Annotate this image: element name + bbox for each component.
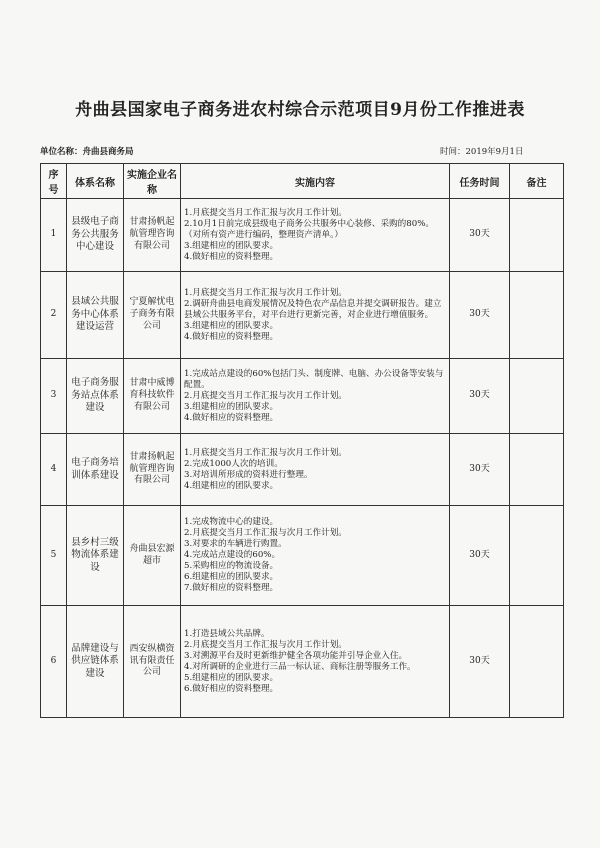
unit-name: 单位名称：舟曲县商务局 xyxy=(40,147,134,157)
system-name: 品牌建设与供应链体系建设 xyxy=(67,606,124,718)
header-company: 实施企业名称 xyxy=(124,164,181,199)
company-name: 西安纵横资讯有限责任公司 xyxy=(124,606,181,718)
row-number: 2 xyxy=(41,272,67,359)
content-item: 5.采购相应的物流设备。 xyxy=(184,561,279,571)
content-item: 1.月底提交当月工作汇报与次月工作计划。 xyxy=(184,287,347,298)
document-date: 时间：2019年9月1日 xyxy=(440,147,524,157)
company-name: 甘肃扬帆起航管理咨询有限公司 xyxy=(124,199,181,272)
company-name: 舟曲县宏源超市 xyxy=(124,506,181,606)
implementation-content xyxy=(181,199,450,272)
company-name: 甘肃中威博育科技软件有限公司 xyxy=(124,359,181,434)
content-item: 6.组建相应的团队要求。 xyxy=(184,572,279,582)
task-duration: 30天 xyxy=(450,606,510,718)
content-item: 1.打造县域公共品牌。 xyxy=(184,628,270,639)
row-number: 5 xyxy=(41,506,67,606)
row-number: 1 xyxy=(41,199,67,272)
content-item: 6.做好相应的资料整理。 xyxy=(184,683,279,694)
task-duration: 30天 xyxy=(450,359,510,434)
table-row xyxy=(41,606,564,718)
document-title: 舟曲县国家电子商务进农村综合示范项目9月份工作推进表 xyxy=(75,100,525,120)
table-header-row xyxy=(41,164,564,199)
content-item: 4.组建相应的团队要求。 xyxy=(184,480,279,491)
task-duration: 30天 xyxy=(450,506,510,606)
implementation-content xyxy=(181,359,450,434)
row-number: 4 xyxy=(41,434,67,506)
content-item: 1.月底提交当月工作汇报与次月工作计划。 xyxy=(184,447,347,458)
content-item: 2.月底提交当月工作汇报与次月工作计划。 xyxy=(184,639,347,650)
system-name: 县乡村三级物流体系建设 xyxy=(67,506,124,606)
company-name: 宁夏解忧电子商务有限公司 xyxy=(124,272,181,359)
row-number: 3 xyxy=(41,359,67,434)
content-item: 2.调研舟曲县电商发展情况及特色农产品信息并提交调研报告。建立县域公共服务平台，对平台进行更新完善，对企业进行增值服务。 xyxy=(184,298,442,320)
task-duration: 30天 xyxy=(450,272,510,359)
remark xyxy=(510,434,564,506)
header-content: 实施内容 xyxy=(181,164,450,199)
content-item: 3.组建相应的团队要求。 xyxy=(184,240,279,251)
content-item: 1.完成物流中心的建设。 xyxy=(184,517,279,527)
content-item: 3.组建相应的团队要求。 xyxy=(184,320,279,331)
content-item: 4.做好相应的资料整理。 xyxy=(184,331,279,342)
content-item: 1.完成站点建设的60%包括门头、制度牌、电脑、办公设备等安装与配置。 xyxy=(184,368,444,390)
content-item: 2.完成1000人次的培训。 xyxy=(184,458,283,469)
table-row xyxy=(41,359,564,434)
system-name: 县级电子商务公共服务中心建设 xyxy=(67,199,124,272)
content-item: 7.做好相应的资料整理。 xyxy=(184,583,279,593)
header-no: 序号 xyxy=(41,164,67,199)
implementation-content xyxy=(181,272,450,359)
table-row xyxy=(41,506,564,606)
company-name: 甘肃扬帆起航管理咨询有限公司 xyxy=(124,434,181,506)
remark xyxy=(510,506,564,606)
implementation-content xyxy=(181,506,450,606)
content-item: 3.组建相应的团队要求。 xyxy=(184,401,279,412)
content-item: 3.对要求的车辆进行购置。 xyxy=(184,539,287,549)
remark xyxy=(510,272,564,359)
content-item: 5.组建相应的团队要求。 xyxy=(184,672,279,683)
remark xyxy=(510,199,564,272)
content-item: 2.月底提交当月工作汇报与次月工作计划。 xyxy=(184,528,347,538)
system-name: 电子商务服务站点体系建设 xyxy=(67,359,124,434)
content-item: 2.10月1日前完成县级电子商务公共服务中心装修、采购的80%。（对所有资产进行编码，整理资产清单。） xyxy=(184,218,434,240)
work-progress-table xyxy=(40,163,564,718)
table-row xyxy=(41,199,564,272)
content-item: 4.做好相应的资料整理。 xyxy=(184,251,279,262)
task-duration: 30天 xyxy=(450,199,510,272)
system-name: 县域公共服务中心体系建设运营 xyxy=(67,272,124,359)
task-duration: 30天 xyxy=(450,434,510,506)
table-row xyxy=(41,434,564,506)
content-item: 4.对所调研的企业进行三品一标认证、商标注册等服务工作。 xyxy=(184,661,416,672)
content-item: 4.完成站点建设的60%。 xyxy=(184,550,281,560)
content-item: 3.对培训所形成的资料进行整理。 xyxy=(184,469,313,480)
table-row xyxy=(41,272,564,359)
header-remark: 备注 xyxy=(510,164,564,199)
remark xyxy=(510,606,564,718)
implementation-content xyxy=(181,606,450,718)
row-number: 6 xyxy=(41,606,67,718)
content-item: 1.月底提交当月工作汇报与次月工作计划。 xyxy=(184,207,347,218)
system-name: 电子商务培训体系建设 xyxy=(67,434,124,506)
header-system: 体系名称 xyxy=(67,164,124,199)
implementation-content xyxy=(181,434,450,506)
header-duration: 任务时间 xyxy=(450,164,510,199)
content-item: 4.做好相应的资料整理。 xyxy=(184,412,279,423)
content-item: 2.月底提交当月工作汇报与次月工作计划。 xyxy=(184,390,347,401)
content-item: 3.对溯源平台及时更新维护健全各项功能并引导企业入住。 xyxy=(184,650,408,661)
remark xyxy=(510,359,564,434)
